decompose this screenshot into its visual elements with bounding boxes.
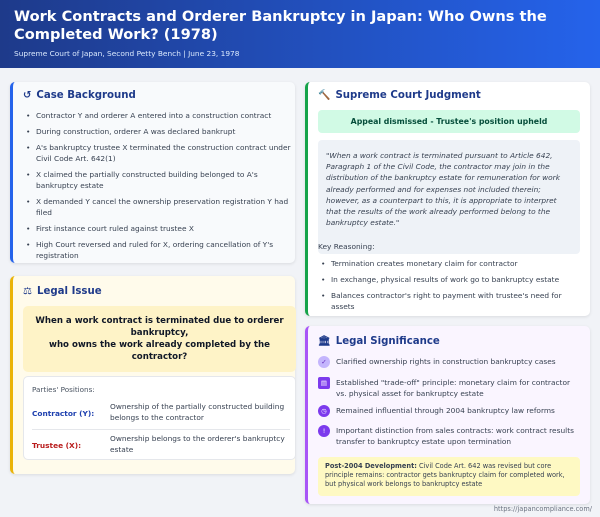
list-item: • A's bankruptcy trustee X terminated the construction contract under Civil Code Art. 642(1) [23, 142, 291, 164]
note-label: Post-2004 Development: [325, 462, 417, 470]
significance-card [305, 326, 590, 504]
question-line-2: who owns the work already completed by the contractor? [49, 340, 270, 362]
case-background-heading [23, 90, 136, 101]
significance-item [318, 377, 580, 399]
trustee-text: Ownership belongs to the orderer's bankruptcy estate [110, 434, 285, 454]
significance-item [318, 405, 580, 417]
significance-text: Clarified ownership rights in construction bankruptcy cases [336, 357, 556, 366]
list-item: • X demanded Y cancel the ownership preservation registration Y had filed [23, 196, 291, 218]
list-item: • In exchange, physical results of work go to bankruptcy estate [318, 274, 586, 285]
judgment-card [305, 82, 590, 316]
list-item: • During construction, orderer A was declared bankrupt [23, 126, 291, 137]
post-2004-note [318, 457, 580, 496]
significance-title: Legal Significance [335, 336, 440, 347]
list-item: • Contractor Y and orderer A entered into a construction contract [23, 110, 291, 121]
history-icon: ↺ [23, 90, 32, 101]
list-item: • First instance court ruled against trustee X [23, 223, 291, 234]
significance-text: Remained influential through 2004 bankruptcy law reforms [336, 406, 555, 415]
key-reasoning-label: Key Reasoning: [318, 242, 375, 251]
question-line-1: When a work contract is terminated due to orderer bankruptcy, [35, 316, 284, 338]
judgment-quote: "When a work contract is terminated pursuant to Article 642, Paragraph 1 of the Civil Code, the contractor may join in the distribution of the bankruptcy estate for remuneration for work already performed and for expenses not included therein; however, as a counterpart to this, it is appropriate to interpret that the results of the work already performed belong to the bankruptcy estate." [318, 140, 580, 254]
list-item: • Balances contractor's right to payment with trustee's need for assets [318, 290, 586, 312]
contractor-label: Contractor (Y): [32, 409, 95, 418]
case-background-card [10, 82, 295, 263]
legal-issue-title: Legal Issue [36, 286, 102, 297]
parties-label: Parties' Positions: [32, 385, 95, 394]
list-item: • Termination creates monetary claim for contractor [318, 258, 586, 269]
header-banner [0, 0, 600, 68]
trustee-label: Trustee (X): [32, 441, 82, 450]
judgment-verdict: Appeal dismissed - Trustee's position upheld [318, 110, 580, 133]
list-item: • High Court reversed and ruled for X, ordering cancellation of Y's registration [23, 239, 291, 261]
check-icon: ✓ [318, 356, 330, 368]
gavel-icon: 🔨 [318, 90, 331, 101]
page-subtitle: Supreme Court of Japan, Second Petty Bench | June 23, 1978 [14, 49, 240, 58]
page-title: Work Contracts and Orderer Bankruptcy in Japan: Who Owns the Completed Work? (1978) [14, 8, 547, 43]
legal-issue-heading [23, 286, 102, 297]
significance-heading [318, 336, 440, 347]
significance-item [318, 425, 580, 447]
legal-issue-card [10, 276, 295, 474]
judgment-heading [318, 90, 481, 101]
note-text: Civil Code Art. 642 was revised but core principle remains: contractor gets bankruptcy claim for completed work, but physical work belongs to bankruptcy estate [325, 462, 565, 489]
document-icon: ▤ [318, 377, 330, 389]
contractor-text: Ownership of the partially constructed building belongs to the contractor [110, 402, 285, 422]
significance-text: Established "trade-off" principle: monetary claim for contractor vs. physical asset for bankruptcy estate [336, 378, 571, 398]
case-background-list [23, 110, 291, 266]
significance-text: Important distinction from sales contracts: work contract results transfer to bankruptcy estate upon termination [336, 426, 574, 446]
judgment-title: Supreme Court Judgment [335, 90, 481, 101]
divider [32, 429, 290, 430]
key-reasoning-list [318, 258, 586, 317]
parties-positions [23, 376, 296, 460]
footer-url: https://japancompliance.com/ [493, 505, 592, 513]
significance-item [318, 356, 580, 368]
alert-icon: ! [318, 425, 330, 437]
list-item: • X claimed the partially constructed building belonged to A's bankruptcy estate [23, 169, 291, 191]
scale-icon: ⚖ [23, 286, 32, 297]
institution-icon: 🏛 [318, 336, 331, 347]
legal-issue-question [23, 306, 296, 372]
case-background-title: Case Background [36, 90, 136, 101]
clock-icon: ◷ [318, 405, 330, 417]
